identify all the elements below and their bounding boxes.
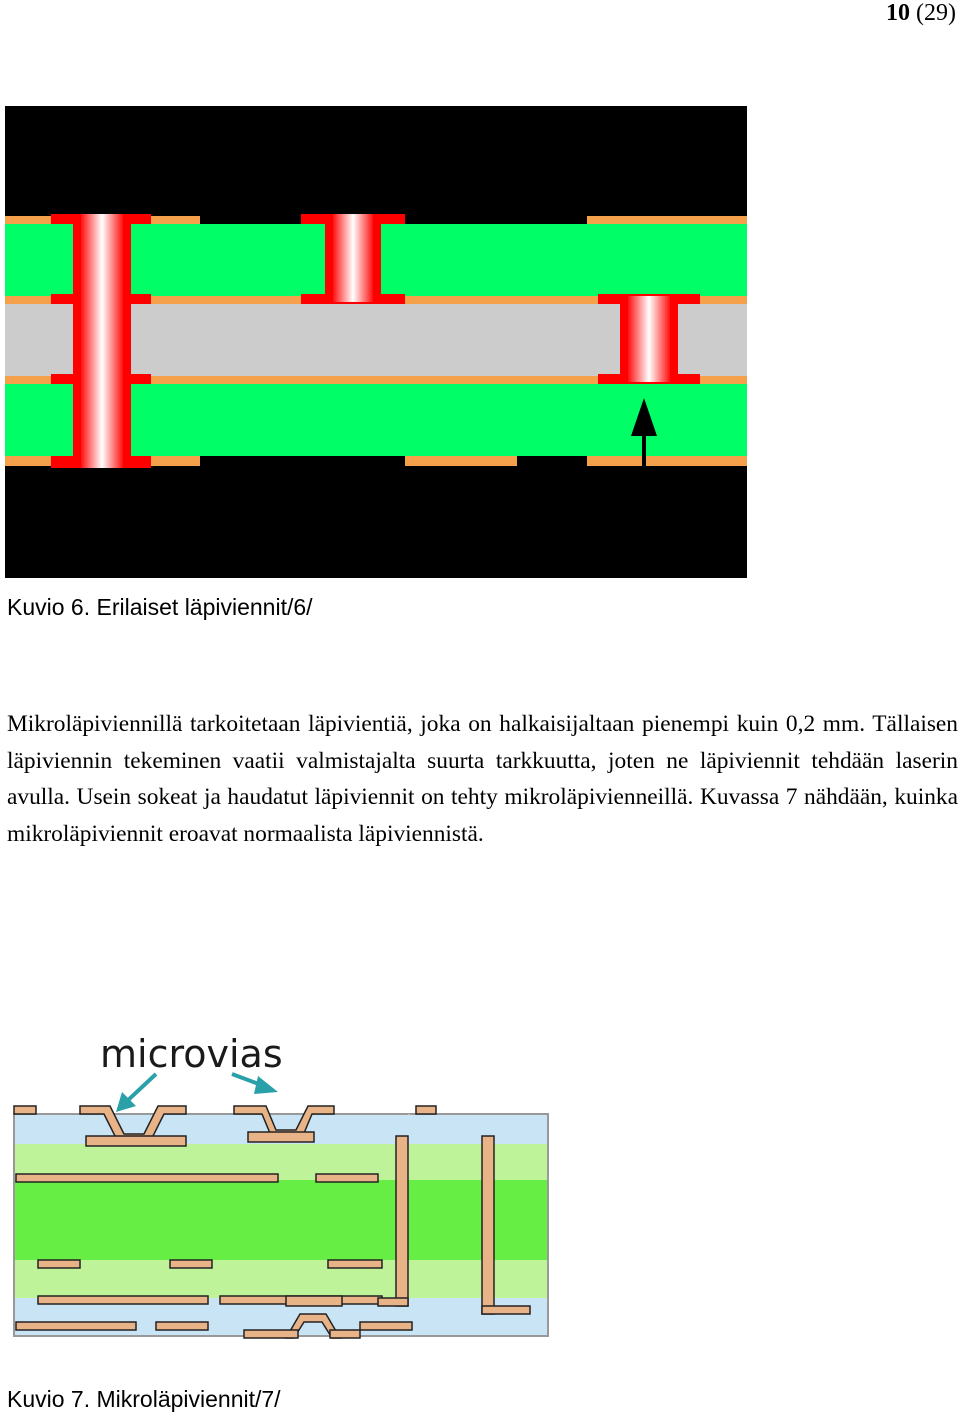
- microvias-label: microvias: [100, 1032, 283, 1076]
- figure2-caption: Kuvio 7. Mikroläpiviennit/7/: [7, 1386, 281, 1412]
- arrow-right-icon: [232, 1074, 278, 1094]
- microvias-figure: [10, 1030, 570, 1348]
- surface-copper: [14, 1106, 436, 1114]
- green-core: [14, 1180, 548, 1260]
- body-paragraph: Mikroläpiviennillä tarkoitetaan läpivientiä, joka on halkaisijaltaan pienempi kuin 0,2 mm. Tällaisen läpiviennin tekeminen vaatii valmistajalta suurta tarkkuutta, joten ne läpiviennit tehdään laserin avulla. Usein sokeat ja haudatut läpiviennit on tehty mikroläpivienneillä. Kuvassa 7 nähdään, kuinka mikroläpiviennit eroavat normaalista läpiviennistä.: [7, 711, 958, 847]
- arrow-left-icon: [116, 1074, 156, 1112]
- figure1-caption: Kuvio 6. Erilaiset läpiviennit/6/: [7, 594, 313, 620]
- via-types-figure: [5, 106, 747, 578]
- light-green-band-bottom: [14, 1260, 548, 1298]
- page-number: 10 (29): [886, 0, 956, 26]
